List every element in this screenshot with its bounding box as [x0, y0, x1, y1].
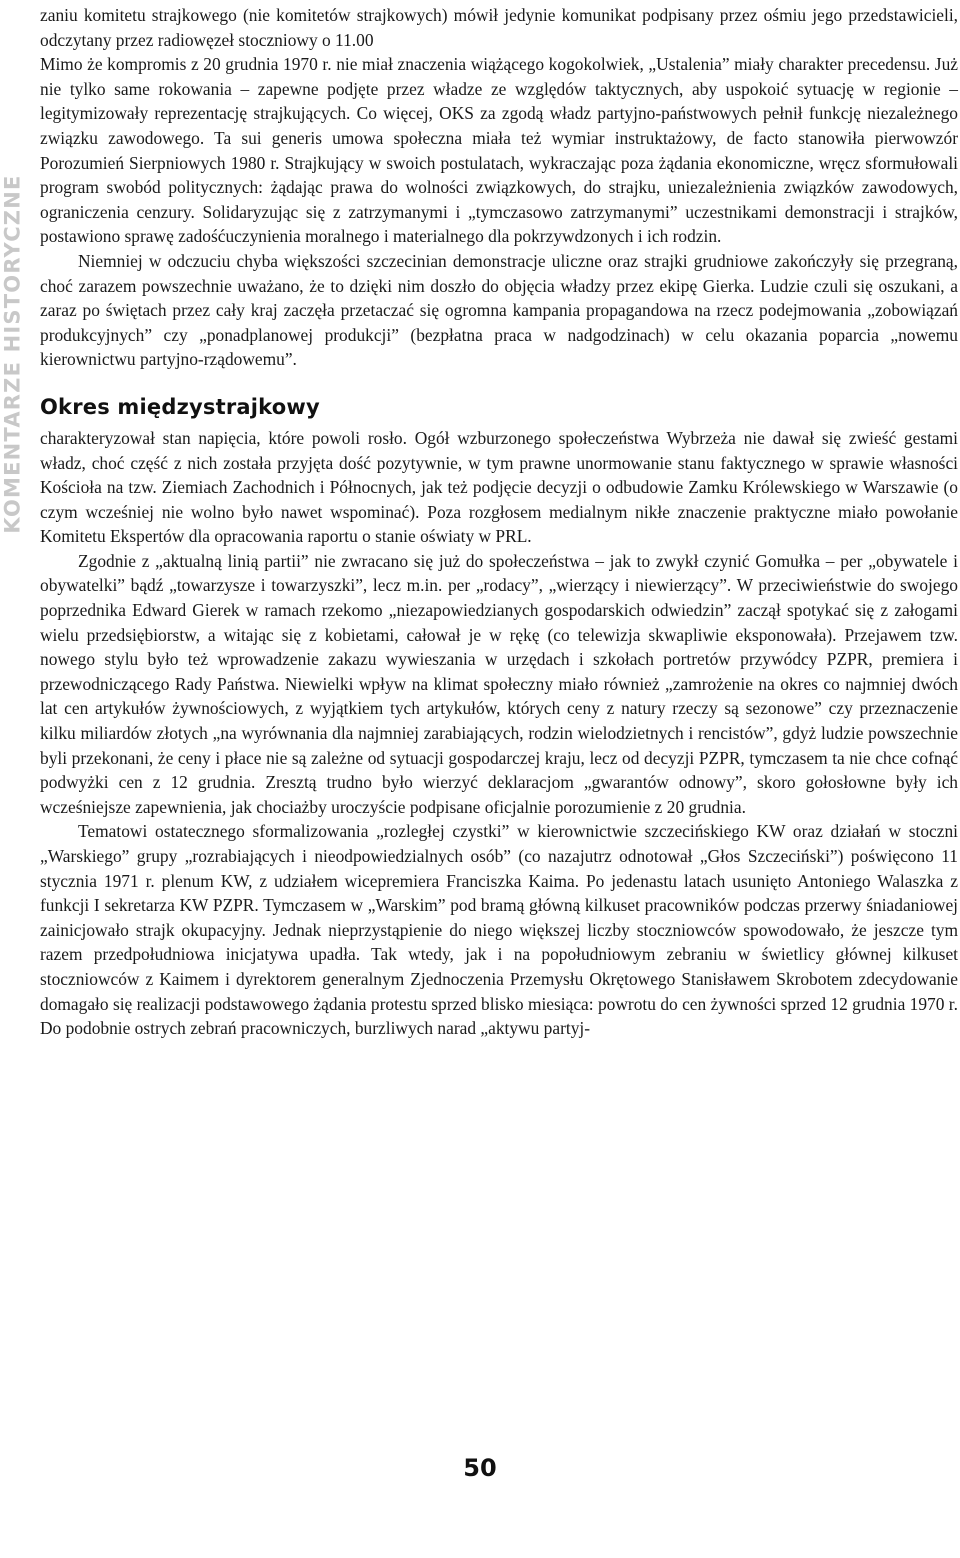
paragraph-niemniej: Niemniej w odczuciu chyba większości szczecinian demonstracje uliczne oraz strajki grudniowe zakończyły się przegraną, choć zarazem powszechnie uważano, że to dzięki nim doszło do objęcia władzy przez ekipę Gierka. Ludzie czuli się oszukani, a zaraz po świętach przez cały kraj zaczęła przetaczać się ogromna kampania propagandowa na rzecz podejmowania „zobowiązań produkcyjnych” czy „ponadplanowej produkcji” (bezpłatna praca w nadgodzinach) w celu okazania poparcia „nowemu kierownictwu partyjno-rządowemu”. [40, 250, 958, 370]
section-side-label [0, 4, 26, 704]
paragraph-tematowi: Tematowi ostatecznego sformalizowania „rozległej czystki” w kierownictwie szczecińskiego KW oraz działań w stoczni „Warskiego” grupy „rozrabiających i nieodpowiedzialnych osób” (co nazajutrz odnotował „Głos Szczeciński”) poświęcono 11 stycznia 1971 r. plenum KW, z udziałem wicepremiera Franciszka Kaima. Po jedenastu latach usunięto Antoniego Walaszka z funkcji I sekretarza KW PZPR. Tymczasem w „Warskim” pod bramą główną kilkuset pracowników podczas przerwy śniadaniowej zainicjowało strajk okupacyjny. Jednak nieprzystąpienie do niego większej liczby stoczniowców spowodowało, że jeszcze tym razem przedpołudniowa inicjatywa upadła. Tak wtedy, jak i na popołudniowym zebraniu w świetlicy głównej kilkuset stoczniowców z Kaimem i dyrektorem generalnym Zjednoczenia Przemysłu Okrętowego Stanisławem Skrobotem zdecydowanie domagało się realizacji podstawowego żądania protestu sprzed blisko miesiąca: powrotu do cen żywności sprzed 12 grudnia 1970 r. Do podobnie ostrych zebrań pracowniczych, burzliwych narad „aktywu partyj- [40, 821, 958, 1039]
paragraph-continued: zaniu komitetu strajkowego (nie komitetów strajkowych) mówił jedynie komunikat podpisany przez ośmiu jego przedstawicieli, odczytany przez radiowęzeł stoczniowy o 11.00 [40, 5, 958, 50]
paragraph-ustalenia: Mimo że kompromis z 20 grudnia 1970 r. nie miał znaczenia wiążącego kogokolwiek, „Ustalenia” miały charakter precedensu. Już nie tylko same rokowania – zapewne podjęte przez władze ze względów taktycznych, aby uspokoić sytuację w regionie – legitymizowały reprezentację strajkujących. Co więcej, OKS za zgodą władz partyjno-państwowych pełnił funkcję niezależnego związku zawodowego. Ta sui generis umowa społeczna miała też wymiar instruktażowy, de facto stanowiła pierwowzór Porozumień Sierpniowych 1980 r. Strajkujący w swoich postulatach, wykraczając poza żądania ekonomiczne, wręcz sformułowali program swobód politycznych: żądając prawa do wolności związkowych, do strajku, uniezależnienia związków zawodowych, ograniczenia cenzury. Solidaryzując się z zatrzymanymi i „tymczasowo zatrzymanymi” uczestnikami demonstracji i strajków, postawiono sprawę zadośćuczynienia moralnego i materialnego dla pokrzywdzonych i ich rodzin. [40, 54, 958, 247]
paragraph-section-lead: charakteryzował stan napięcia, które powoli rosło. Ogół wzburzonego społeczeństwa Wybrzeża nie dawał się zwieść gestami władz, choć część z nich została przyjęta dość pozytywnie, w tym prawne unormowanie stanu faktycznego w sprawie własności Kościoła na tzw. Ziemiach Zachodnich i Północnych, jak też podjęcie decyzji o odbudowie Zamku Królewskiego w Warszawie (o czym wcześniej nie wolno było nawet wspominać). Poza rozgłosem medialnym nikłe znaczenie praktyczne miało powołanie Komitetu Ekspertów dla opracowania raportu o stanie oświaty w PRL. [40, 427, 958, 547]
section-heading: Okres międzystrajkowy [40, 394, 320, 419]
side-label-text: KOMENTARZE HISTORYCZNE [1, 174, 26, 534]
page-number: 50 [463, 1454, 497, 1482]
article-body [40, 3, 958, 1041]
paragraph-zgodnie: Zgodnie z „aktualną linią partii” nie zwracano się już do społeczeństwa – jak to zwykł czynić Gomułka – per „obywatele i obywatelki” bądź „towarzysze i towarzyszki”, lecz m.in. per „rodacy”, „wierzący i niewierzący”. W przeciwieństwie do swojego poprzednika Edward Gierek w ramach rzekomo „niezapowiedzianych gospodarskich odwiedzin” zaczął spotykać się z załogami wielu przedsiębiorstw, a witając się z kobietami, całował je w rękę (co telewizja skwapliwie eksponowała). Przejawem tzw. nowego stylu było też wprowadzenie zakazu wywieszania w urzędach i szkołach portretów przywódcy PZPR, premiera i przewodniczącego Rady Państwa. Niewielki wpływ na klimat społeczny miało również „zamrożenie na okres co najmniej dwóch lat cen artykułów żywnościowych, z wyjątkiem tych artykułów, których ceny z natury rzeczy są sezonowe” czy przeznaczenie kilku miliardów złotych „na wyrównania dla najmniej zarabiających, rodzin wielodzietnych i rencistów”, gdyż ludzie powszechnie byli przekonani, że ceny i płace nie są zależne od sytuacji gospodarczej kraju, lecz od decyzji PZPR, tymczasem ta nie chce cofnąć podwyżki cen z 12 grudnia. Zresztą trudno było wierzyć deklaracjom „gwarantów odnowy”, skoro gołosłowne były ich wcześniejsze zapewnienia, jak chociażby uroczyście podpisane oficjalnie porozumienie z 20 grudnia. [40, 550, 958, 817]
